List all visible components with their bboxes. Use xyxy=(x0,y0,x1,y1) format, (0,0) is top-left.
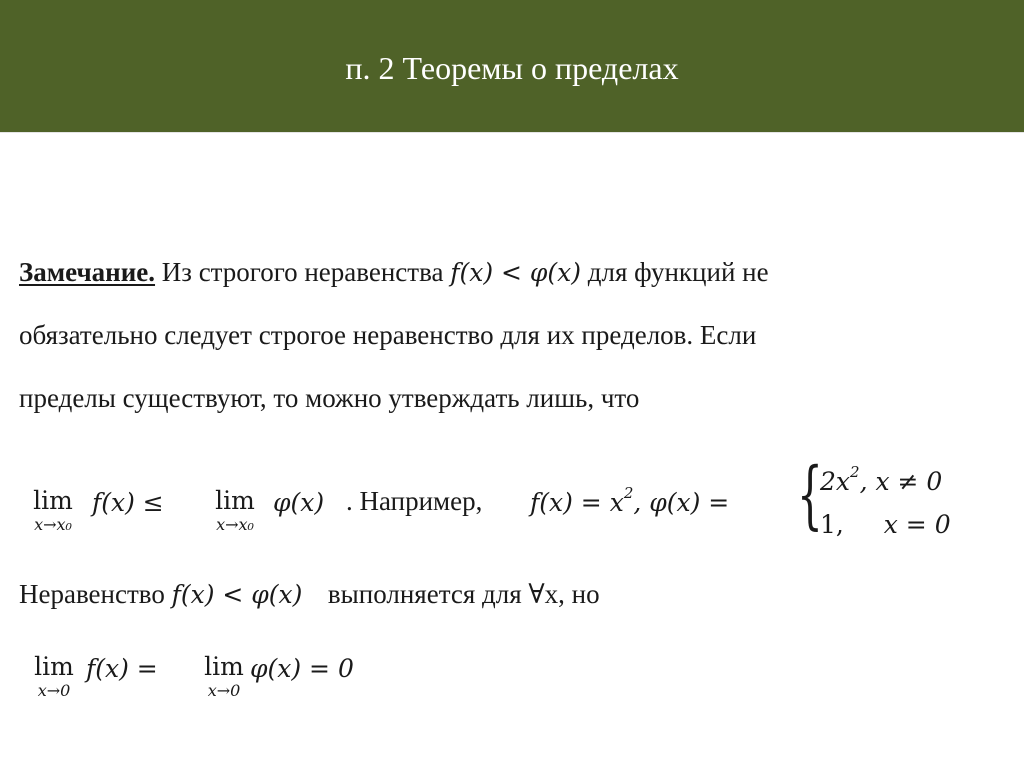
formula2-left-expr: f(x) = xyxy=(86,654,158,683)
inequality-line xyxy=(19,576,600,613)
cases-brace: { xyxy=(797,452,823,538)
case-1 xyxy=(820,463,943,496)
lim-right-2 xyxy=(192,652,256,700)
lim-subscript: x→0 xyxy=(207,681,241,700)
inequality-text-after: выполняется для ∀x, но xyxy=(327,579,600,609)
inequality-math: f(x) < φ(x) xyxy=(171,580,303,609)
example-expr xyxy=(530,484,730,517)
example-expr-base: f(x) = x xyxy=(530,488,624,517)
formula2-right-expr: φ(x) = 0 xyxy=(250,654,354,683)
case1-exponent: 2 xyxy=(850,463,860,481)
remark-line-2: обязательно следует строгое неравенство для их пределов. Если xyxy=(19,320,757,350)
lim-left-1 xyxy=(18,486,88,534)
remark-line1-tail: для функций не xyxy=(587,257,769,287)
example-text: . Например, xyxy=(346,486,483,516)
formula1-right-expr: φ(x) xyxy=(273,488,325,517)
remark-line-1 xyxy=(19,254,769,291)
remark-line1-math: f(x) < φ(x) xyxy=(450,258,582,287)
case2-b: x = 0 xyxy=(883,510,951,539)
lim-left-2 xyxy=(22,652,86,700)
case1-b: , x ≠ 0 xyxy=(859,467,943,496)
formula1-left-expr: f(x) ≤ xyxy=(92,488,164,517)
remark-line1-text: Из строгого неравенства xyxy=(161,257,444,287)
remark-heading: Замечание. xyxy=(19,257,156,287)
lim-subscript: x→x₀ xyxy=(216,515,254,534)
lim-word: lim xyxy=(34,652,74,681)
inequality-text-before: Неравенство xyxy=(19,579,165,609)
header-divider xyxy=(0,132,1024,133)
lim-word: lim xyxy=(33,486,73,515)
lim-word: lim xyxy=(215,486,255,515)
slide-title: п. 2 Теоремы о пределах xyxy=(345,50,679,86)
phi-expr: , φ(x) = xyxy=(633,488,730,517)
slide-header xyxy=(0,0,1024,132)
remark-line-3: пределы существуют, то можно утверждать лишь, что xyxy=(19,383,640,413)
lim-right-1 xyxy=(200,486,270,534)
lim-subscript: x→x₀ xyxy=(34,515,72,534)
case-2 xyxy=(820,510,951,539)
lim-word: lim xyxy=(204,652,244,681)
case2-a: 1, xyxy=(820,510,844,539)
case1-a: 2x xyxy=(820,467,851,496)
lim-subscript: x→0 xyxy=(37,681,71,700)
example-exponent: 2 xyxy=(623,484,634,502)
